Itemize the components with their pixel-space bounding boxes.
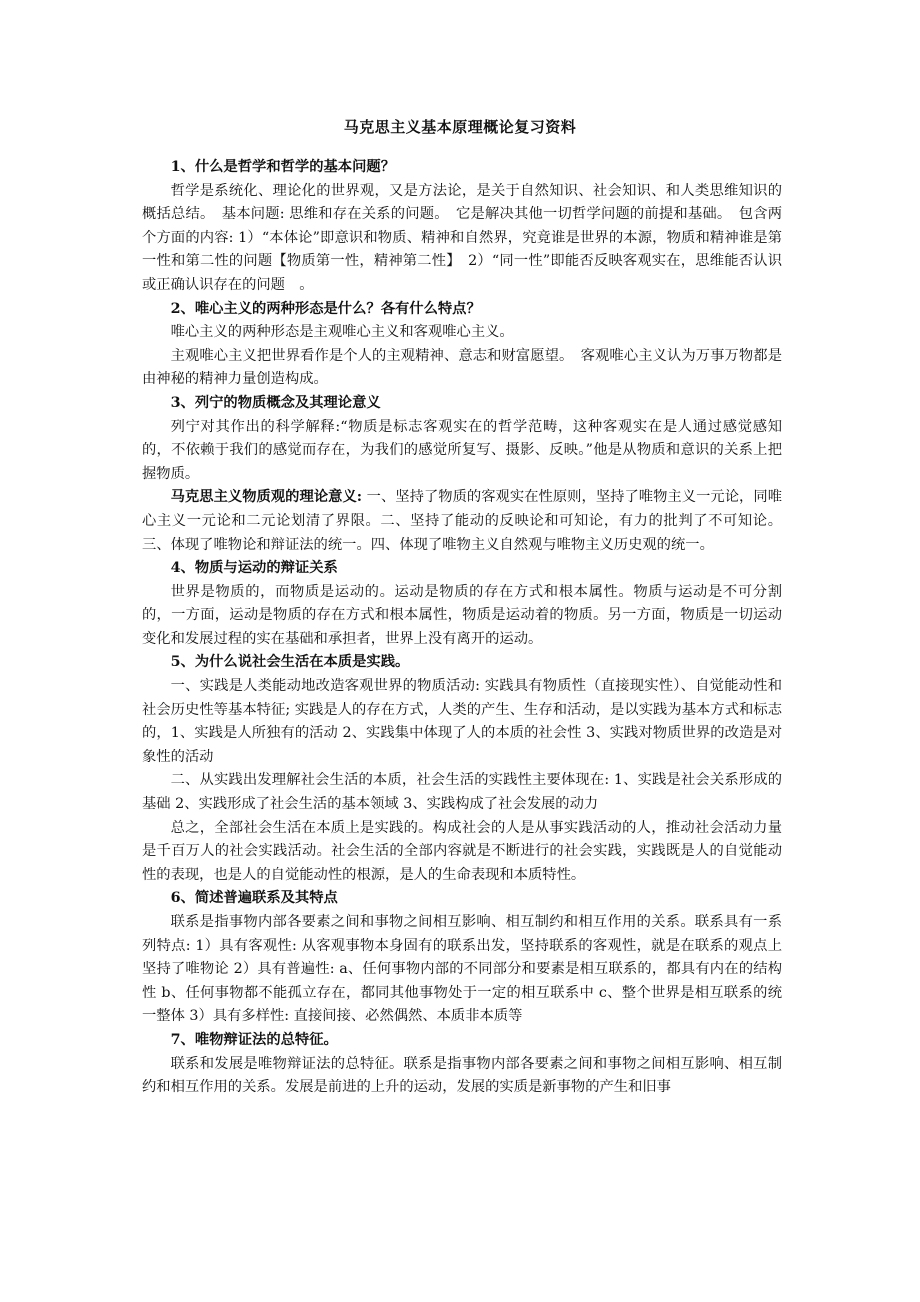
section-heading: 6、简述普遍联系及其特点 (170, 890, 338, 907)
document-body (142, 156, 782, 1100)
document-title: 马克思主义基本原理概论复习资料 (343, 118, 577, 136)
section-heading: 5、为什么说社会生活在本质是实践。 (170, 654, 410, 671)
significance-lead: 马克思主义物质观的理论意义: (170, 489, 363, 506)
body-paragraph: 哲学是系统化、理论化的世界观，又是方法论，是关于自然知识、社会知识、和人类思维知识的概括总结。 基本问题: 思维和存在关系的问题。 它是解决其他一切哲学问题的前提和基础。 包含两个方面的内容: 1）“本体论”即意识和物质、精神和自然界，究竟谁是世界的本源，物质和精神谁是第一性和第二性的问题【物质第一性，精神第二性】 2）“同一性”即能否反映客观实在，思维能否认识或正确认识存在的问题 。 (142, 182, 782, 293)
section-heading: 1、什么是哲学和哲学的基本问题？ (170, 159, 395, 175)
body-paragraph: 二、从实践出发理解社会生活的本质，社会生活的实践性主要体现在: 1、实践是社会关系形成的基础 2、实践形成了社会生活的基本领域 3、实践构成了社会发展的动力 (142, 772, 782, 813)
body-paragraph: 一、实践是人类能动地改造客观世界的物质活动: 实践具有物质性（直接现实性）、自觉能动性和社会历史性等基本特征; 实践是人的存在方式，人类的产生、生存和活动，是以实践为基本方式和标志的，1、实践是人所独有的活动 2、实践集中体现了人的本质的社会性 3、实践对物质世界的改造是对象性的活动 (142, 678, 782, 765)
body-paragraph: 世界是物质的，而物质是运动的。运动是物质的存在方式和根本属性。物质与运动是不可分割的，一方面，运动是物质的存在方式和根本属性，物质是运动着的物质。另一方面，物质是一切运动变化和发展过程的实在基础和承担者，世界上没有离开的运动。 (142, 583, 782, 647)
body-paragraph: 列宁对其作出的科学解释:“物质是标志客观实在的哲学范畴，这种客观实在是人通过感觉感知的，不依赖于我们的感觉而存在，为我们的感觉所复写、摄影、反映。”他是从物质和意识的关系上把握物质。 (142, 418, 782, 482)
section-heading: 2、唯心主义的两种形态是什么？各有什么特点？ (170, 300, 481, 317)
body-paragraph: 主观唯心主义把世界看作是个人的主观精神、意志和财富愿望。 客观唯心主义认为万事万物都是由神秘的精神力量创造构成。 (142, 347, 782, 388)
section-heading: 3、列宁的物质概念及其理论意义 (170, 394, 381, 411)
body-paragraph: 总之，全部社会生活在本质上是实践的。构成社会的人是从事实践活动的人，推动社会活动力量是千百万人的社会实践活动。社会生活的全部内容就是不断进行的社会实践，实践既是人的自觉能动性的表现，也是人的自觉能动性的根源，是人的生命表现和本质特性。 (142, 819, 782, 883)
body-paragraph: 唯心主义的两种形态是主观唯心主义和客观唯心主义。 (170, 324, 514, 341)
body-paragraph-significance (142, 486, 782, 557)
body-paragraph: 联系和发展是唯物辩证法的总特征。联系是指事物内部各要素之间和事物之间相互影响、相互制约和相互作用的关系。发展是前进的上升的运动，发展的实质是新事物的产生和旧事 (142, 1055, 782, 1096)
section-heading: 4、物质与运动的辩证关系 (170, 560, 338, 577)
section-heading: 7、唯物辩证法的总特征。 (170, 1031, 338, 1048)
body-paragraph: 联系是指事物内部各要素之间和事物之间相互影响、相互制约和相互作用的关系。联系具有一系列特点: 1）具有客观性: 从客观事物本身固有的联系出发，坚持联系的客观性，就是在联系的观点上坚持了唯物论 2）具有普遍性: a、任何事物内部的不同部分和要素是相互联系的，都具有内在的结构性 b、任何事物都不能孤立存在，都同其他事物处于一定的相互联系中 c、整个世界是相互联系的统一整体 3）具有多样性: 直接间接、必然偶然、本质非本质等 (142, 914, 782, 1025)
significance-text: 一、坚持了物质的客观实在性原则，坚持了唯物主义一元论，同唯心主义一元论和二元论划清了界限。二、坚持了能动的反映论和可知论，有力的批判了不可知论。三、体现了唯物论和辩证法的统一。四、体现了唯物主义自然观与唯物主义历史观的统一。 (142, 489, 782, 553)
